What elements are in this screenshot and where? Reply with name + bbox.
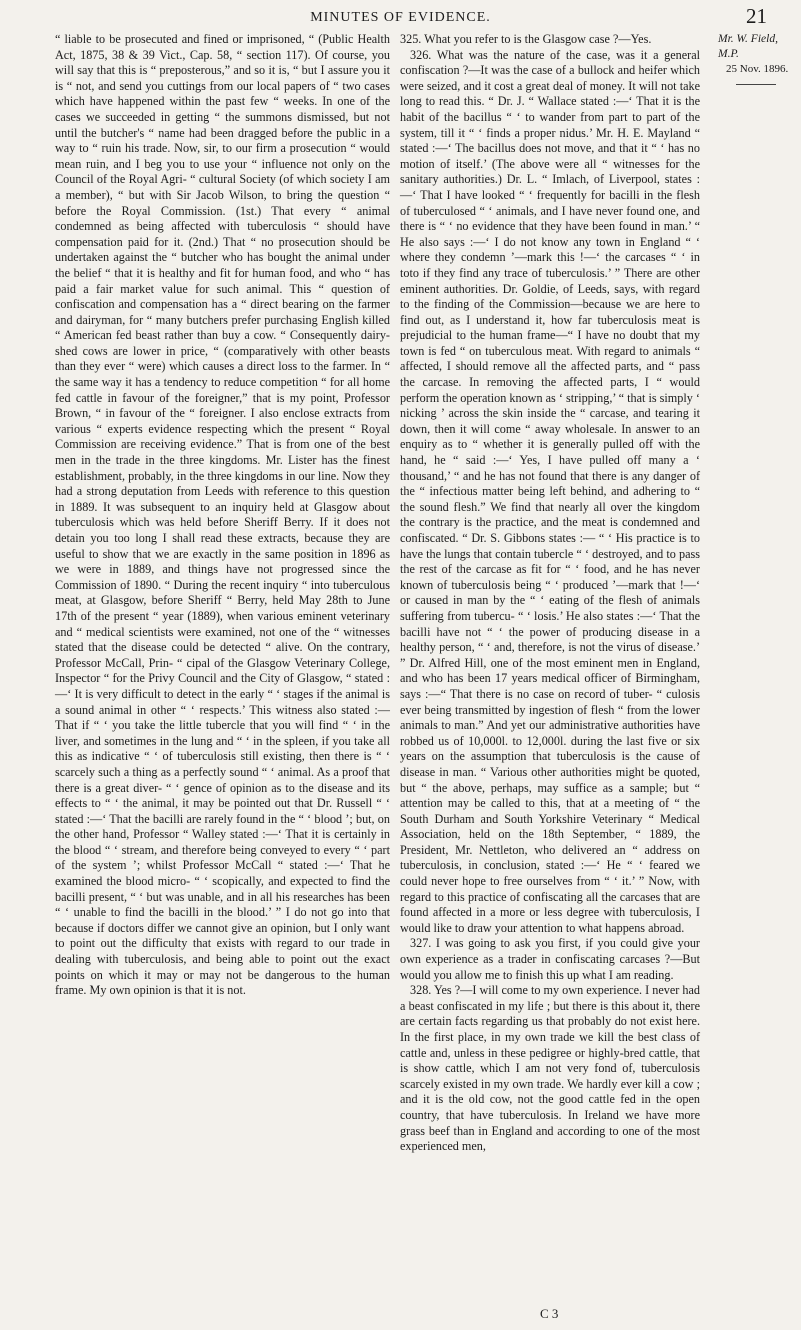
right-column bbox=[400, 32, 700, 1155]
left-paragraph: “ liable to be prosecuted and fined or imprisoned, “ (Public Health Act, 1875, 38 & 39 Vict., Cap. 58, “ section 117). Of course, you will say that this is “ preposterous,” and so it is, “ but I assure you it is “ not, and send you cuttings from our local papers of “ two cases which have happened within the past few “ weeks. In one of the cases we succeeded in getting “ the summons dismissed, but not until the butcher's “ name had been dragged before the public in a way to “ ruin his trade. Now, sir, to our firm a prosecution “ would mean ruin, and I beg you to use your “ influence not only on the Council of the Royal Agri- “ cultural Society (of which society I am a member), “ but with Sir Jacob Wilson, to bring the question “ before the Royal Commission. (1st.) That every “ animal condemned as being affected with tuberculosis “ should have compensation paid for it. (2nd.) That “ no prosecution should be undertaken against the “ butcher who has bought the animal under the belief “ that it is healthy and fit for human food, and who “ has paid a fair market value for such animal. This “ question of confiscation and compensation has a “ direct bearing on the farmer and dairyman, for “ many butchers prefer purchasing English killed “ American fed beast rather than buy a cow. “ Consequently dairy-shed cows are lower in price, “ (comparatively with other beasts than they ever “ were) which causes a direct loss to the farmer. In “ the same way it has a tendency to reduce competition “ for all home fed cattle in favour of the foreigner,” that is my point, Professor Brown, “ in favour of the “ foreigner. I also enclose extracts from various “ experts evidence respecting which the present “ Royal Commission are receiving evidence.” That is from one of the best men in the trade in the three kingdoms. Mr. Lister has the finest establishment, probably, in the three kingdoms in our line. Now they had a strong deputation from Leeds with reference to this question in 1889. It was subsequent to an inquiry held at Glasgow about tuberculosis which was held before Sheriff Berry. If it does not detain you too long I shall read these extracts, because they are useful to show that we are exactly in the same position in 1896 as we were in 1889, and things have not progressed since the Commission of 1890. “ During the recent inquiry “ into tuberculous meat, at Glasgow, before Sheriff “ Berry, held May 28th to June 17th of the present “ year (1889), when various eminent veterinary and “ medical scientists were examined, not one of the “ witnesses stated that the disease could be detected “ alive. On the contrary, Professor McCall, Prin- “ cipal of the Glasgow Veterinary College, Inspector “ for the Privy Council and the City of Glasgow, “ stated :—‘ It is very difficult to detect in the early “ ‘ stages if the animal is a sound animal in other “ ‘ respects.’ This witness also stated :—That if “ ‘ you take the little tubercle that you will find “ ‘ in the liver, and sometimes in the lung and “ ‘ in the spleen, if you take all this as indicative “ ‘ of tuberculosis still existing, then there is “ ‘ scarcely such a thing as a perfectly sound “ ‘ animal. As a proof that there is a great diver- “ ‘ gence of opinion as to the disease and its effects to “ ‘ the animal, it may be pointed out that Dr. Russell “ ‘ stated :—‘ That the bacilli are rarely found in the “ ‘ blood ’; but, on the other hand, Professor “ Walley stated :—‘ That it is certainly in the blood “ ‘ stream, and therefore being conveyed to every “ ‘ part of the system ’; whilst Professor McCall “ stated :—‘ That he examined the blood micro- “ ‘ scopically, and expected to find the bacilli present, “ ‘ but was unable, and in all his researches has been “ ‘ unable to find the bacilli in the blood.’ ” I do not go into that because if doctors differ we cannot give an opinion, but I only want to point out the difficulty that exists with regard to our trade in dealing with tuberculosis, and being able to point out the exact points on which it may or may not be dangerous to the human frame. My own opinion is that it is not. bbox=[55, 32, 390, 998]
running-title: MINUTES OF EVIDENCE. bbox=[310, 10, 491, 25]
signature-mark: C 3 bbox=[540, 1306, 559, 1321]
margin-date: 25 Nov. 1896. bbox=[726, 63, 789, 75]
left-column bbox=[55, 32, 390, 999]
right-paragraph: 325. What you refer to is the Glasgow case ?—Yes. bbox=[400, 32, 652, 46]
margin-divider bbox=[736, 84, 776, 85]
margin-witness: Mr. W. Field, M.P. bbox=[718, 33, 778, 60]
page-number: 21 bbox=[746, 4, 767, 28]
right-paragraph: 328. Yes ?—I will come to my own experience. I never had a beast confiscated in my life ; but there is this about it, there are certain facts regarding us that probably do not exist here. In the first place, in my own trade we kill the best class of cattle and, unless in these pedigree or highly-bred cattle, that is show cattle, which I am not very fond of, tuberculosis scarcely existed in my own trade. We hardly ever kill a cow ; and it is the old cow, not the good cattle fed in the open country, that have tuberculosis. In Ireland we have more grass beef than in England and according to one of the most experienced men, bbox=[400, 983, 700, 1154]
page-header bbox=[0, 4, 801, 30]
right-paragraph: 326. What was the nature of the case, was it a general confiscation ?—It was the case of a bullock and heifer which were seized, and it cost a great deal of money. It will not take long to read this. “ Dr. J. “ Wallace stated :—‘ That it is the habit of the bacillus “ ‘ to wander from part to part of the system, till it “ ‘ finds a proper nidus.’ Mr. H. E. Mayland “ stated :—‘ The bacillus does not move, and that it “ ‘ has no motion of itself.’ (The above were all “ witnesses for the sanitary authorities.) Dr. L. “ Imlach, of Liverpool, states :—‘ That I have looked “ ‘ frequently for bacilli in the flesh of tuberculosed “ ‘ animals, and I have never found one, and there is “ ‘ no evidence that they have been found in man.’ “ He also says :—‘ I do not know any town in England “ ‘ where they condemn ’—mark this !—‘ the carcases “ ‘ in toto if they find any trace of tuberculosis.’ ” There are other eminent authorities. Dr. Goldie, of Leeds, says, with regard to the finding of the Commission—because we are here to find out, as I understand it, how far tuberculosis meat is prejudicial to the human frame—“ I have no doubt that my town is fed “ on tuberculous meat. With regard to animals “ affected, I should remove all the affected parts, and “ pass the carcase. In removing the affected parts, I “ would perform the operation known as ‘ stripping,’ “ that is simply ‘ nicking ’ across the skin inside the “ carcase, and tearing it down, then it will come “ away wholesale. In answer to an enquiry as to “ whether it is generally pulled off with the hand, he “ said :—‘ Yes, I have pulled off many a ‘ thousand,’ “ and he has not found that there is any danger of the “ infectious matter being left behind, and adhering to “ the sound flesh.” We find that nearly all over the kingdom the contrary is the practice, and the meat is condemned and confiscated. “ Dr. S. Gibbons states :— “ ‘ His practice is to have the lungs that contain tubercle “ ‘ destroyed, and to pass the rest of the carcase as fit for “ ‘ food, and he has never known of tuberculosis being “ ‘ produced ’—mark that !—‘ or caused in man by the “ ‘ eating of the flesh of animals suffering from tubercu- “ ‘ losis.’ He also states :—‘ That the bacilli have not “ ‘ the power of producing disease in a healthy person, “ ‘ and, therefore, is not the virus of disease.’ ” Dr. Alfred Hill, one of the most eminent men in England, and who has been 17 years medical officer of Birmingham, says :—“ That there is no case on record of tuber- “ culosis ever being transmitted by ingestion of flesh “ from the lower animals to man.” And yet our administrative authorities have robbed us of 10,000l. to 12,000l. during the last five or six years on the assumption that tuberculosis is the cause of disease in man. “ Various other authorities might be quoted, but “ the above, perhaps, may suffice as a sample; but “ attention may be called to this, that at a meeting of “ the South Durham and South Yorkshire Veterinary “ Medical Association, held on the 18th September, “ 1889, the President, Mr. Nettleton, who delivered an “ address on tuberculosis, in conclusion, stated :—‘ He “ ‘ feared we could never hope to free ourselves from “ ‘ it.’ ” Now, with regard to this practice of confiscating all the carcases that are found affected in a more or less degree with tuberculosis, I would like to draw your attention to what happens abroad. bbox=[400, 47, 700, 935]
right-paragraph: 327. I was going to ask you first, if you could give your own experience as a trader in confiscating carcases ?—But would you allow me to finish this up what I am reading. bbox=[400, 936, 700, 982]
